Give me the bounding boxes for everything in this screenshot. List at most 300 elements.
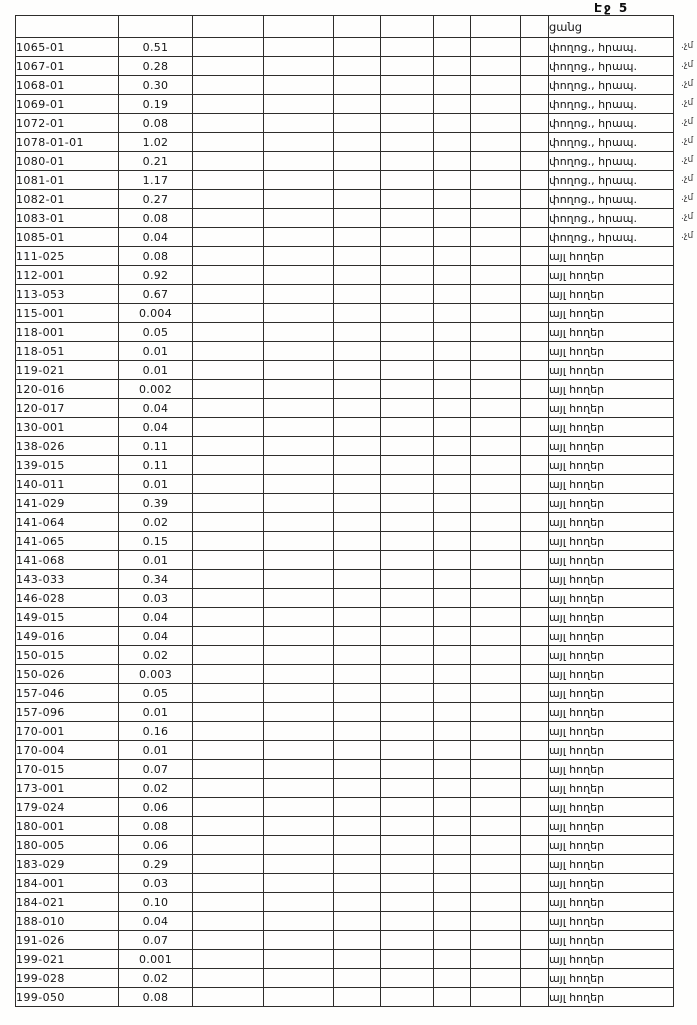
category-cell: այլ հողեր (549, 323, 674, 342)
category-cell: այլ հողեր (549, 817, 674, 836)
empty-cell (334, 570, 381, 589)
empty-cell (434, 304, 471, 323)
empty-cell (521, 703, 549, 722)
empty-cell (264, 532, 334, 551)
table-row (16, 76, 674, 95)
empty-cell (264, 190, 334, 209)
margin-note-fragment: .չմ (681, 60, 694, 70)
parcel-id-cell: 115-001 (16, 304, 119, 323)
area-value-cell: 0.01 (119, 361, 193, 380)
empty-cell (434, 133, 471, 152)
empty-cell (334, 608, 381, 627)
table-row (16, 437, 674, 456)
empty-cell (434, 342, 471, 361)
empty-cell (264, 209, 334, 228)
empty-cell (334, 437, 381, 456)
empty-cell (381, 798, 434, 817)
area-value-cell: 0.04 (119, 399, 193, 418)
parcel-id-cell: 141-064 (16, 513, 119, 532)
empty-cell (471, 836, 521, 855)
area-value-cell: 0.08 (119, 209, 193, 228)
empty-cell (471, 57, 521, 76)
parcel-id-cell: 146-028 (16, 589, 119, 608)
category-cell: այլ հողեր (549, 475, 674, 494)
area-value-cell: 0.05 (119, 684, 193, 703)
empty-cell (471, 228, 521, 247)
empty-cell (264, 665, 334, 684)
empty-cell (471, 456, 521, 475)
empty-cell (381, 513, 434, 532)
parcel-id-cell: 1072-01 (16, 114, 119, 133)
empty-cell (264, 95, 334, 114)
empty-cell (471, 323, 521, 342)
empty-cell (521, 722, 549, 741)
empty-cell (434, 361, 471, 380)
area-value-cell: 0.08 (119, 817, 193, 836)
empty-cell (334, 304, 381, 323)
area-value-cell: 0.04 (119, 608, 193, 627)
empty-cell (434, 152, 471, 171)
table-row (16, 95, 674, 114)
area-value-cell: 0.01 (119, 703, 193, 722)
table-row (16, 874, 674, 893)
empty-cell (471, 969, 521, 988)
empty-cell (521, 418, 549, 437)
empty-cell (193, 608, 264, 627)
empty-cell (434, 570, 471, 589)
table-row (16, 798, 674, 817)
category-cell: այլ հողեր (549, 551, 674, 570)
empty-cell (521, 380, 549, 399)
empty-cell (193, 798, 264, 817)
empty-cell (381, 475, 434, 494)
area-value-cell: 0.03 (119, 874, 193, 893)
empty-cell (521, 589, 549, 608)
area-value-cell: 0.04 (119, 228, 193, 247)
table-row (16, 703, 674, 722)
parcel-id-cell: 1081-01 (16, 171, 119, 190)
empty-cell (193, 589, 264, 608)
empty-cell (334, 912, 381, 931)
empty-cell (264, 399, 334, 418)
empty-cell (264, 836, 334, 855)
empty-cell (193, 551, 264, 570)
category-cell: փողոց., հրապ. (549, 152, 674, 171)
empty-cell (193, 228, 264, 247)
empty-cell (434, 513, 471, 532)
table-row (16, 57, 674, 76)
empty-cell (381, 836, 434, 855)
parcel-id-cell: 173-001 (16, 779, 119, 798)
category-cell: այլ հողեր (549, 342, 674, 361)
area-value-cell: 0.34 (119, 570, 193, 589)
parcel-id-cell: 183-029 (16, 855, 119, 874)
empty-cell (471, 114, 521, 133)
area-value-cell: 0.11 (119, 437, 193, 456)
empty-cell (521, 665, 549, 684)
empty-cell (381, 95, 434, 114)
category-cell: այլ հողեր (549, 855, 674, 874)
empty-cell (334, 836, 381, 855)
table-row (16, 665, 674, 684)
header-cell-empty (193, 16, 264, 38)
parcel-id-cell: 157-046 (16, 684, 119, 703)
empty-cell (434, 684, 471, 703)
empty-cell (521, 361, 549, 380)
parcel-id-cell: 150-015 (16, 646, 119, 665)
empty-cell (381, 399, 434, 418)
parcel-id-cell: 1065-01 (16, 38, 119, 57)
empty-cell (521, 760, 549, 779)
empty-cell (471, 950, 521, 969)
category-cell: այլ հողեր (549, 418, 674, 437)
empty-cell (521, 437, 549, 456)
empty-cell (381, 133, 434, 152)
category-cell: այլ հողեր (549, 456, 674, 475)
table-row (16, 741, 674, 760)
margin-note-fragment: .չմ (681, 174, 694, 184)
empty-cell (334, 798, 381, 817)
category-cell: այլ հողեր (549, 779, 674, 798)
area-value-cell: 0.001 (119, 950, 193, 969)
parcel-id-cell: 1085-01 (16, 228, 119, 247)
parcel-id-cell: 141-029 (16, 494, 119, 513)
area-value-cell: 0.21 (119, 152, 193, 171)
empty-cell (193, 304, 264, 323)
empty-cell (334, 266, 381, 285)
empty-cell (193, 380, 264, 399)
empty-cell (471, 779, 521, 798)
header-cell-empty (264, 16, 334, 38)
empty-cell (193, 152, 264, 171)
empty-cell (381, 152, 434, 171)
table-row (16, 152, 674, 171)
empty-cell (521, 171, 549, 190)
empty-cell (381, 76, 434, 95)
empty-cell (264, 741, 334, 760)
parcel-id-cell: 150-026 (16, 665, 119, 684)
empty-cell (471, 38, 521, 57)
empty-cell (334, 418, 381, 437)
margin-note-fragment: .չմ (681, 231, 694, 241)
table-row (16, 589, 674, 608)
category-cell: այլ հողեր (549, 304, 674, 323)
empty-cell (381, 551, 434, 570)
empty-cell (521, 627, 549, 646)
empty-cell (264, 285, 334, 304)
table-row (16, 779, 674, 798)
empty-cell (264, 551, 334, 570)
empty-cell (381, 817, 434, 836)
empty-cell (193, 399, 264, 418)
empty-cell (434, 247, 471, 266)
empty-cell (334, 228, 381, 247)
empty-cell (334, 190, 381, 209)
parcel-id-cell: 119-021 (16, 361, 119, 380)
table-header-row (16, 16, 674, 38)
empty-cell (334, 988, 381, 1007)
empty-cell (193, 323, 264, 342)
empty-cell (381, 589, 434, 608)
empty-cell (521, 988, 549, 1007)
table-row (16, 38, 674, 57)
table-row (16, 418, 674, 437)
empty-cell (434, 399, 471, 418)
margin-note-fragment: .չմ (681, 212, 694, 222)
empty-cell (521, 817, 549, 836)
empty-cell (471, 551, 521, 570)
empty-cell (471, 741, 521, 760)
empty-cell (264, 247, 334, 266)
category-cell: փողոց., հրապ. (549, 133, 674, 152)
empty-cell (521, 304, 549, 323)
parcel-id-cell: 149-016 (16, 627, 119, 646)
category-cell: այլ հողեր (549, 665, 674, 684)
empty-cell (334, 722, 381, 741)
table-row (16, 855, 674, 874)
empty-cell (334, 703, 381, 722)
category-cell: այլ հողեր (549, 703, 674, 722)
empty-cell (381, 722, 434, 741)
empty-cell (193, 266, 264, 285)
empty-cell (334, 893, 381, 912)
area-value-cell: 0.04 (119, 912, 193, 931)
empty-cell (434, 779, 471, 798)
empty-cell (264, 76, 334, 95)
empty-cell (193, 190, 264, 209)
empty-cell (334, 171, 381, 190)
empty-cell (334, 38, 381, 57)
parcel-id-cell: 184-021 (16, 893, 119, 912)
table-row (16, 760, 674, 779)
empty-cell (264, 304, 334, 323)
area-value-cell: 0.51 (119, 38, 193, 57)
table-row (16, 171, 674, 190)
empty-cell (264, 893, 334, 912)
empty-cell (381, 760, 434, 779)
parcel-id-cell: 140-011 (16, 475, 119, 494)
parcel-id-cell: 188-010 (16, 912, 119, 931)
empty-cell (334, 513, 381, 532)
empty-cell (434, 190, 471, 209)
empty-cell (334, 950, 381, 969)
table-row (16, 399, 674, 418)
empty-cell (521, 228, 549, 247)
empty-cell (471, 570, 521, 589)
header-cell-category: ցանց (549, 16, 674, 38)
category-cell: այլ հողեր (549, 266, 674, 285)
empty-cell (521, 741, 549, 760)
empty-cell (521, 57, 549, 76)
empty-cell (434, 228, 471, 247)
parcel-id-cell: 199-050 (16, 988, 119, 1007)
area-value-cell: 0.02 (119, 779, 193, 798)
table-row (16, 627, 674, 646)
empty-cell (471, 475, 521, 494)
empty-cell (193, 912, 264, 931)
empty-cell (193, 779, 264, 798)
empty-cell (381, 874, 434, 893)
header-cell-empty (16, 16, 119, 38)
empty-cell (434, 57, 471, 76)
empty-cell (434, 437, 471, 456)
parcel-id-cell: 1083-01 (16, 209, 119, 228)
empty-cell (471, 133, 521, 152)
empty-cell (264, 171, 334, 190)
table-row (16, 893, 674, 912)
parcel-id-cell: 170-004 (16, 741, 119, 760)
empty-cell (521, 95, 549, 114)
empty-cell (381, 285, 434, 304)
area-value-cell: 0.15 (119, 532, 193, 551)
empty-cell (471, 589, 521, 608)
empty-cell (334, 589, 381, 608)
category-cell: այլ հողեր (549, 380, 674, 399)
empty-cell (471, 684, 521, 703)
area-value-cell: 0.04 (119, 627, 193, 646)
parcel-id-cell: 141-065 (16, 532, 119, 551)
empty-cell (334, 665, 381, 684)
empty-cell (264, 703, 334, 722)
empty-cell (434, 589, 471, 608)
empty-cell (434, 874, 471, 893)
parcel-id-cell: 111-025 (16, 247, 119, 266)
parcel-id-cell: 1068-01 (16, 76, 119, 95)
empty-cell (434, 95, 471, 114)
empty-cell (334, 361, 381, 380)
empty-cell (521, 152, 549, 171)
empty-cell (471, 893, 521, 912)
parcel-id-cell: 120-016 (16, 380, 119, 399)
empty-cell (193, 684, 264, 703)
table-row (16, 969, 674, 988)
empty-cell (193, 532, 264, 551)
empty-cell (434, 551, 471, 570)
empty-cell (521, 798, 549, 817)
empty-cell (471, 912, 521, 931)
empty-cell (381, 456, 434, 475)
empty-cell (193, 931, 264, 950)
empty-cell (334, 551, 381, 570)
empty-cell (521, 551, 549, 570)
empty-cell (264, 456, 334, 475)
parcel-id-cell: 157-096 (16, 703, 119, 722)
empty-cell (193, 570, 264, 589)
empty-cell (193, 513, 264, 532)
empty-cell (264, 57, 334, 76)
empty-cell (193, 57, 264, 76)
empty-cell (193, 114, 264, 133)
empty-cell (193, 988, 264, 1007)
empty-cell (521, 912, 549, 931)
empty-cell (381, 171, 434, 190)
category-cell: այլ հողեր (549, 608, 674, 627)
empty-cell (434, 266, 471, 285)
empty-cell (381, 437, 434, 456)
category-cell: փողոց., հրապ. (549, 95, 674, 114)
empty-cell (434, 475, 471, 494)
empty-cell (434, 817, 471, 836)
area-value-cell: 0.29 (119, 855, 193, 874)
table-header (16, 16, 674, 38)
empty-cell (381, 912, 434, 931)
empty-cell (264, 608, 334, 627)
empty-cell (264, 874, 334, 893)
parcel-id-cell: 149-015 (16, 608, 119, 627)
category-cell: այլ հողեր (549, 722, 674, 741)
parcel-id-cell: 138-026 (16, 437, 119, 456)
empty-cell (264, 627, 334, 646)
table-row (16, 551, 674, 570)
empty-cell (471, 304, 521, 323)
empty-cell (471, 380, 521, 399)
area-value-cell: 1.17 (119, 171, 193, 190)
empty-cell (334, 152, 381, 171)
empty-cell (521, 475, 549, 494)
empty-cell (381, 190, 434, 209)
empty-cell (521, 247, 549, 266)
empty-cell (264, 646, 334, 665)
table-row (16, 646, 674, 665)
empty-cell (434, 855, 471, 874)
empty-cell (264, 684, 334, 703)
empty-cell (334, 646, 381, 665)
empty-cell (521, 608, 549, 627)
empty-cell (381, 380, 434, 399)
empty-cell (381, 931, 434, 950)
empty-cell (381, 608, 434, 627)
empty-cell (521, 209, 549, 228)
parcel-id-cell: 143-033 (16, 570, 119, 589)
empty-cell (521, 285, 549, 304)
empty-cell (471, 399, 521, 418)
empty-cell (193, 665, 264, 684)
parcel-id-cell: 184-001 (16, 874, 119, 893)
empty-cell (434, 950, 471, 969)
empty-cell (334, 323, 381, 342)
empty-cell (264, 969, 334, 988)
empty-cell (471, 247, 521, 266)
empty-cell (264, 266, 334, 285)
area-value-cell: 0.11 (119, 456, 193, 475)
empty-cell (434, 798, 471, 817)
empty-cell (193, 95, 264, 114)
empty-cell (381, 342, 434, 361)
category-cell: փողոց., հրապ. (549, 209, 674, 228)
empty-cell (381, 266, 434, 285)
empty-cell (381, 247, 434, 266)
parcel-id-cell: 112-001 (16, 266, 119, 285)
empty-cell (334, 285, 381, 304)
empty-cell (264, 988, 334, 1007)
empty-cell (193, 418, 264, 437)
table-row (16, 722, 674, 741)
empty-cell (334, 779, 381, 798)
empty-cell (434, 627, 471, 646)
empty-cell (471, 855, 521, 874)
category-cell: փողոց., հրապ. (549, 57, 674, 76)
empty-cell (264, 152, 334, 171)
empty-cell (334, 627, 381, 646)
empty-cell (264, 798, 334, 817)
table-row (16, 190, 674, 209)
area-value-cell: 0.67 (119, 285, 193, 304)
empty-cell (193, 456, 264, 475)
category-cell: այլ հողեր (549, 646, 674, 665)
empty-cell (193, 247, 264, 266)
category-cell: այլ հողեր (549, 513, 674, 532)
table-row (16, 494, 674, 513)
